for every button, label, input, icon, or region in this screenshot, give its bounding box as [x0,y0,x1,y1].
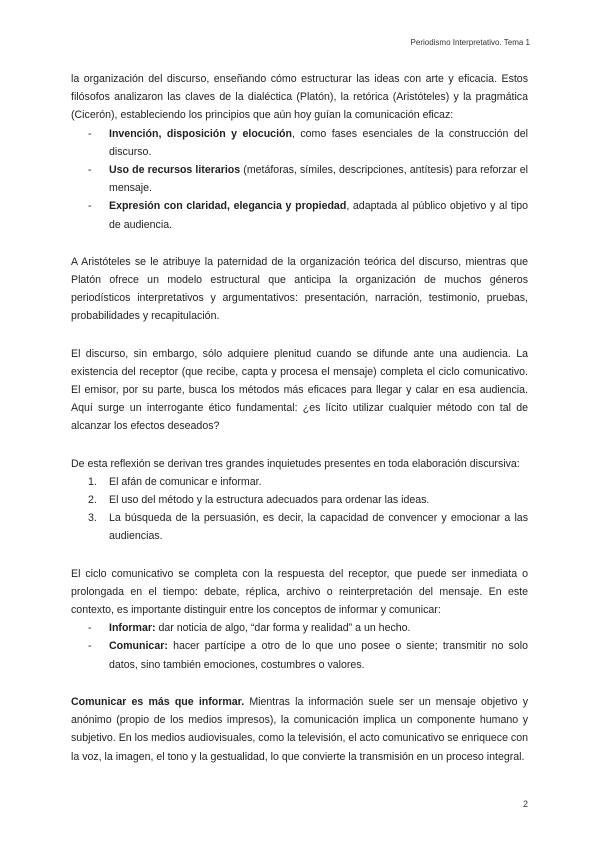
paragraph-lead-bold: Comunicar es más que informar. [71,695,245,708]
list-marker: 1. [88,475,97,488]
running-header: Periodismo Interpretativo. Tema 1 [410,38,530,47]
page-number: 2 [522,799,528,809]
paragraph [71,693,528,766]
paragraph-text: Mientras la información suele ser un mensaje objetivo y anónimo (propio de los medios impresos), la comunicación implica un componente humano y subjetivo. En los medios audiovisuales, como la televisión, el acto comunicativo se enriquece con la voz, la imagen, el tono y la gestualidad, lo que convierte la transmisión en un proceso integral. [71,695,528,763]
list-item-text: La búsqueda de la persuasión, es decir, la capacidad de convencer y emocionar a las audiencias. [109,512,528,543]
list-item [71,197,528,233]
list-item-text: dar noticia de algo, “dar forma y realidad” a un hecho. [155,622,411,635]
paragraph: El discurso, sin embargo, sólo adquiere plenitud cuando se difunde ante una audiencia. La existencia del receptor (que recibe, capta y procesa el mensaje) completa el ciclo comunicativo. El emisor, por su parte, busca los métodos más eficaces para llegar y calar en esa audiencia. Aquí surge un interrogante ético fundamental: ¿es lícito utilizar cualquier método con tal de alcanzar los efectos deseados? [71,347,528,433]
paragraph: A Aristóteles se le atribuye la paternidad de la organización teórica del discurso, mientras que Platón ofrece un modelo estructural que anticipa la organización de muchos géneros periodísticos interpretativos y argumentativos: presentación, narración, testimonio, pruebas, probabilidades y recapitulación. [71,255,528,323]
list-item-bold: Expresión con claridad, elegancia y propiedad [109,200,347,213]
bullet-list-definitions [71,619,528,674]
paragraph: El ciclo comunicativo se completa con la respuesta del receptor, que puede ser inmediata o prolongada en el tiempo: debate, réplica, archivo o reinterpretación del mensaje. En este contexto, es importante distinguir entre los conceptos de informar y comunicar: [71,567,528,617]
list-item-text: , como fases esenciales de la construcción del discurso. [109,127,528,158]
list-marker: 2. [88,494,97,507]
page-body [71,70,528,766]
list-item [71,637,528,673]
paragraph: De esta reflexión se derivan tres grandes inquietudes presentes en toda elaboración discursiva: [71,457,520,470]
list-item-bold: Invención, disposición y elocución [109,127,292,140]
list-item [71,509,528,545]
list-item [71,125,528,161]
list-marker: 3. [88,512,97,525]
list-item-bold: Informar: [109,622,156,635]
list-item [71,473,528,491]
list-item-bold: Uso de recursos literarios [109,164,241,177]
paragraph: la organización del discurso, enseñando cómo estructurar las ideas con arte y eficacia. Estos filósofos analizaron las claves de la dialéctica (Platón), la retórica (Aristóteles) y la pragmática (Cicerón), estableciendo los principios que aún hoy guían la comunicación eficaz: [71,73,528,122]
list-item-text: (metáforas, símiles, descripciones, antítesis) para reforzar el mensaje. [109,164,528,195]
list-item-text: , adaptada al público objetivo y al tipo de audiencia. [109,200,529,231]
list-item [71,619,528,637]
bullet-list-principles [71,125,528,234]
list-item-text: El afán de comunicar e informar. [109,475,262,488]
list-item-text: El uso del método y la estructura adecuados para ordenar las ideas. [109,494,430,507]
list-item [71,491,528,509]
list-item-bold: Comunicar: [109,640,168,653]
numbered-list-concerns [71,473,528,546]
list-item [71,161,528,197]
list-item-text: hacer partícipe a otro de lo que uno posee o siente; transmitir no solo datos, sino también emociones, costumbres o valores. [109,640,528,671]
